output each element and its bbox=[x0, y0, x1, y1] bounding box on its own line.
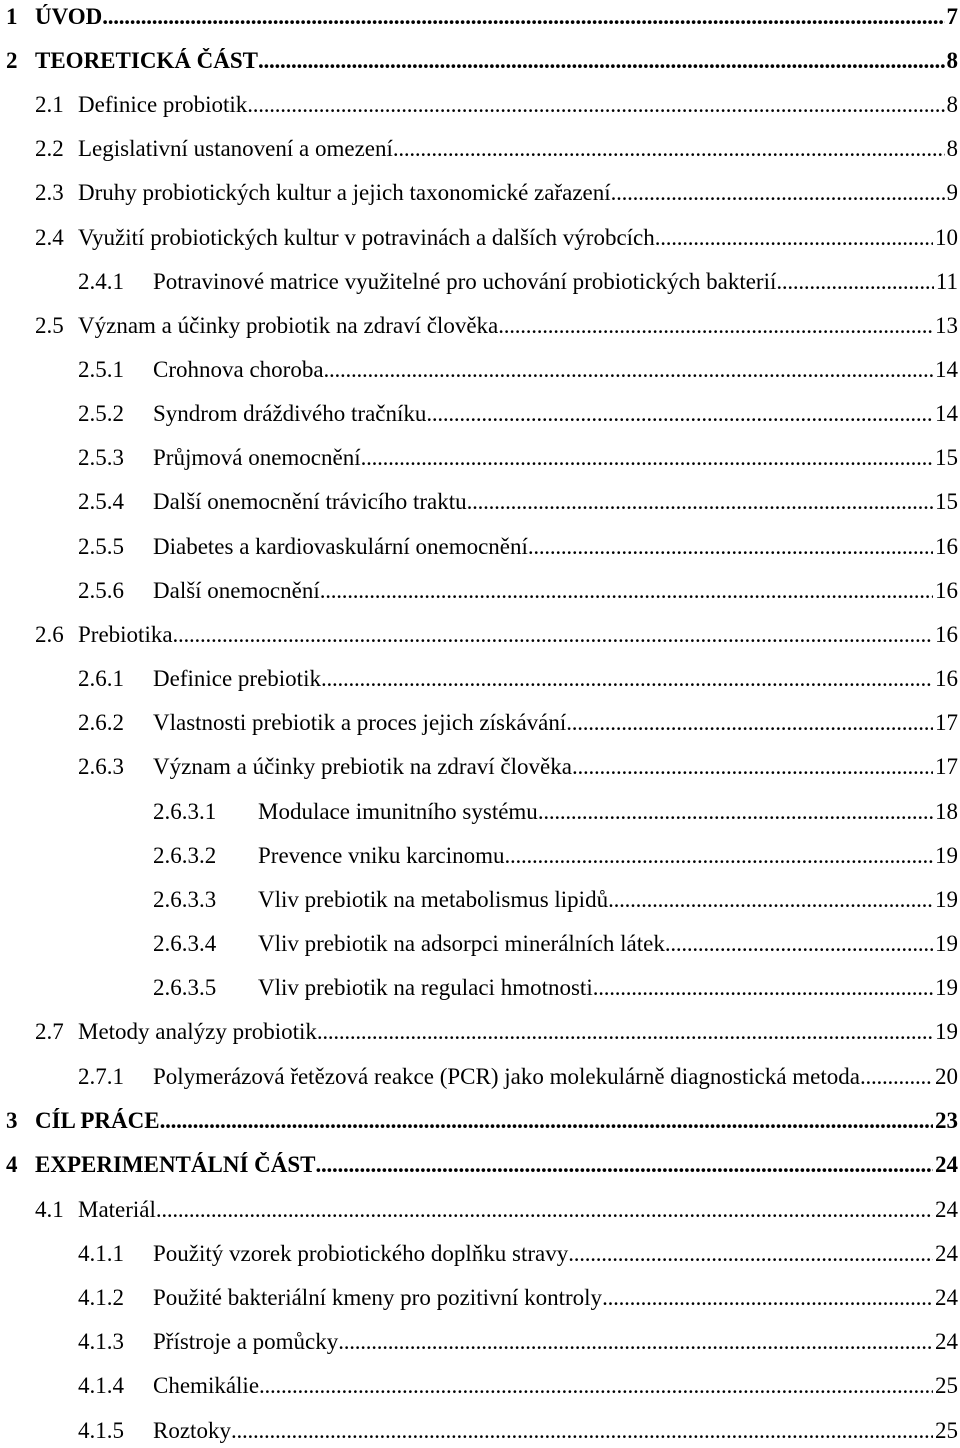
dot-leader bbox=[173, 622, 933, 648]
toc-entry-page-number: 24 bbox=[935, 1241, 958, 1266]
dot-leader bbox=[611, 180, 945, 206]
dot-leader bbox=[338, 1329, 933, 1355]
toc-entry-number: 4.1 bbox=[35, 1197, 64, 1222]
toc-entry[interactable] bbox=[0, 225, 958, 255]
dot-leader bbox=[528, 534, 933, 560]
dot-leader bbox=[566, 710, 933, 736]
dot-leader bbox=[160, 1108, 933, 1134]
toc-entry[interactable] bbox=[0, 578, 958, 608]
toc-entry-number: 2.6.3.4 bbox=[153, 931, 217, 956]
toc-entry-title: Chemikálie bbox=[153, 1373, 260, 1398]
toc-entry-title: Modulace imunitního systému bbox=[258, 799, 538, 824]
toc-entry-title: Použitý vzorek probiotického doplňku stravy bbox=[153, 1241, 569, 1266]
toc-entry-title: Vlastnosti prebiotik a proces jejich získávání bbox=[153, 710, 567, 735]
toc-entry-number: 2.5.5 bbox=[78, 534, 124, 559]
dot-leader bbox=[467, 489, 933, 515]
toc-entry-number: 4.1.2 bbox=[78, 1285, 124, 1310]
toc-entry-number: 2.5.3 bbox=[78, 445, 124, 470]
dot-leader bbox=[320, 578, 933, 604]
toc-entry-title: Definice probiotik bbox=[78, 92, 248, 117]
toc-entry[interactable] bbox=[0, 401, 958, 431]
toc-entry-page-number: 16 bbox=[935, 622, 958, 647]
toc-entry-title: Použité bakteriální kmeny pro pozitivní kontroly bbox=[153, 1285, 603, 1310]
toc-entry-number: 2.6.3.1 bbox=[153, 799, 217, 824]
dot-leader bbox=[317, 1019, 933, 1045]
toc-entry[interactable] bbox=[0, 1285, 958, 1315]
toc-entry[interactable] bbox=[0, 1418, 958, 1448]
dot-leader bbox=[498, 313, 933, 339]
toc-entry-title: Význam a účinky probiotik na zdraví člověka bbox=[78, 313, 499, 338]
toc-entry-page-number: 16 bbox=[935, 534, 958, 559]
toc-entry-title: Přístroje a pomůcky bbox=[153, 1329, 339, 1354]
toc-entry[interactable] bbox=[0, 843, 958, 873]
toc-entry[interactable] bbox=[0, 622, 958, 652]
dot-leader bbox=[102, 4, 944, 30]
toc-entry-title: Roztoky bbox=[153, 1418, 231, 1443]
toc-entry[interactable] bbox=[0, 4, 958, 34]
toc-entry-page-number: 14 bbox=[935, 401, 958, 426]
toc-entry-title: Prebiotika bbox=[78, 622, 173, 647]
toc-entry-number: 2.4 bbox=[35, 225, 64, 250]
toc-entry-number: 2.6.2 bbox=[78, 710, 124, 735]
toc-entry[interactable] bbox=[0, 489, 958, 519]
toc-entry-page-number: 24 bbox=[935, 1329, 958, 1354]
toc-entry-title: Vliv prebiotik na metabolismus lipidů bbox=[258, 887, 609, 912]
toc-entry[interactable] bbox=[0, 48, 958, 78]
toc-entry-number: 2.6.1 bbox=[78, 666, 124, 691]
toc-entry-number: 2.1 bbox=[35, 92, 64, 117]
toc-entry[interactable] bbox=[0, 931, 958, 961]
toc-entry-page-number: 23 bbox=[935, 1108, 958, 1133]
toc-entry[interactable] bbox=[0, 799, 958, 829]
toc-entry-page-number: 25 bbox=[935, 1373, 958, 1398]
toc-entry-number: 2.4.1 bbox=[78, 269, 124, 294]
toc-entry-page-number: 19 bbox=[935, 843, 958, 868]
toc-entry-page-number: 24 bbox=[935, 1197, 958, 1222]
toc-entry-number: 2.7.1 bbox=[78, 1064, 124, 1089]
toc-entry-page-number: 13 bbox=[935, 313, 958, 338]
toc-entry-title: Další onemocnění bbox=[153, 578, 320, 603]
toc-entry[interactable] bbox=[0, 92, 958, 122]
dot-leader bbox=[247, 92, 944, 118]
toc-entry[interactable] bbox=[0, 136, 958, 166]
dot-leader bbox=[602, 1285, 933, 1311]
toc-entry-number: 2.2 bbox=[35, 136, 64, 161]
toc-entry-page-number: 16 bbox=[935, 578, 958, 603]
toc-entry-number: 2.5.4 bbox=[78, 489, 124, 514]
toc-entry-page-number: 19 bbox=[935, 931, 958, 956]
toc-entry[interactable] bbox=[0, 1152, 958, 1182]
toc-entry-number: 2.6.3 bbox=[78, 754, 124, 779]
toc-entry-page-number: 24 bbox=[935, 1285, 958, 1310]
toc-entry-page-number: 15 bbox=[935, 489, 958, 514]
toc-entry-number: 2.6.3.2 bbox=[153, 843, 217, 868]
toc-entry-title: Další onemocnění trávicího traktu bbox=[153, 489, 467, 514]
toc-entry[interactable] bbox=[0, 1019, 958, 1049]
toc-entry-number: 3 bbox=[6, 1108, 18, 1133]
toc-entry-page-number: 17 bbox=[935, 710, 958, 735]
toc-entry-page-number: 8 bbox=[946, 48, 958, 73]
toc-entry-title: Diabetes a kardiovaskulární onemocnění bbox=[153, 534, 528, 559]
toc-entry[interactable] bbox=[0, 1329, 958, 1359]
toc-entry-title: Syndrom dráždivého tračníku bbox=[153, 401, 427, 426]
toc-entry[interactable] bbox=[0, 666, 958, 696]
dot-leader bbox=[321, 666, 933, 692]
toc-entry[interactable] bbox=[0, 357, 958, 387]
toc-entry-title: Metody analýzy probiotik bbox=[78, 1019, 317, 1044]
toc-entry-title: Polymerázová řetězová reakce (PCR) jako molekulárně diagnostická metoda bbox=[153, 1064, 860, 1089]
toc-entry[interactable] bbox=[0, 1064, 958, 1094]
toc-entry-number: 2.5.6 bbox=[78, 578, 124, 603]
dot-leader bbox=[608, 887, 933, 913]
toc-entry[interactable] bbox=[0, 754, 958, 784]
dot-leader bbox=[572, 754, 933, 780]
toc-entry-number: 4.1.3 bbox=[78, 1329, 124, 1354]
toc-entry-number: 2.3 bbox=[35, 180, 64, 205]
dot-leader bbox=[568, 1241, 933, 1267]
toc-entry-title: TEORETICKÁ ČÁST bbox=[35, 48, 259, 73]
toc-entry-title: CÍL PRÁCE bbox=[35, 1108, 160, 1133]
toc-entry-title: Druhy probiotických kultur a jejich taxonomické zařazení bbox=[78, 180, 611, 205]
dot-leader bbox=[156, 1197, 933, 1223]
toc-entry-title: Vliv prebiotik na adsorpci minerálních látek bbox=[258, 931, 665, 956]
toc-entry[interactable] bbox=[0, 1241, 958, 1271]
toc-entry[interactable] bbox=[0, 710, 958, 740]
toc-entry-page-number: 19 bbox=[935, 887, 958, 912]
dot-leader bbox=[505, 843, 933, 869]
dot-leader bbox=[259, 1373, 933, 1399]
toc-entry-page-number: 17 bbox=[935, 754, 958, 779]
toc-entry-page-number: 10 bbox=[935, 225, 958, 250]
toc-entry-title: Potravinové matrice využitelné pro uchování probiotických bakterií bbox=[153, 269, 777, 294]
dot-leader bbox=[593, 975, 933, 1001]
toc-entry-page-number: 19 bbox=[935, 975, 958, 1000]
toc-entry[interactable] bbox=[0, 445, 958, 475]
toc-entry-title: Využití probiotických kultur v potravinách a dalších výrobcích bbox=[78, 225, 655, 250]
dot-leader bbox=[231, 1418, 933, 1444]
toc-entry-page-number: 20 bbox=[935, 1064, 958, 1089]
toc-entry-page-number: 7 bbox=[946, 4, 958, 29]
toc-entry[interactable] bbox=[0, 534, 958, 564]
toc-entry-page-number: 8 bbox=[946, 136, 958, 161]
toc-entry-title: Crohnova choroba bbox=[153, 357, 324, 382]
toc-entry-page-number: 25 bbox=[935, 1418, 958, 1443]
toc-entry-page-number: 19 bbox=[935, 1019, 958, 1044]
toc-entry[interactable] bbox=[0, 1373, 958, 1403]
toc-entry-page-number: 16 bbox=[935, 666, 958, 691]
toc-entry-number: 2.6.3.5 bbox=[153, 975, 217, 1000]
toc-entry-number: 2.6.3.3 bbox=[153, 887, 217, 912]
toc-entry[interactable] bbox=[0, 975, 958, 1005]
toc-entry-page-number: 9 bbox=[946, 180, 958, 205]
dot-leader bbox=[665, 931, 933, 957]
toc-entry[interactable] bbox=[0, 1197, 958, 1227]
toc-entry-number: 2.5.2 bbox=[78, 401, 124, 426]
toc-entry[interactable] bbox=[0, 887, 958, 917]
toc-entry-title: Definice prebiotik bbox=[153, 666, 321, 691]
dot-leader bbox=[258, 48, 944, 74]
toc-entry-number: 4.1.4 bbox=[78, 1373, 124, 1398]
toc-entry-number: 2.7 bbox=[35, 1019, 64, 1044]
toc-entry[interactable] bbox=[0, 269, 958, 299]
toc-entry-number: 2.5.1 bbox=[78, 357, 124, 382]
dot-leader bbox=[426, 401, 933, 427]
toc-entry-number: 2.6 bbox=[35, 622, 64, 647]
toc-entry[interactable] bbox=[0, 313, 958, 343]
toc-entry-number: 4.1.5 bbox=[78, 1418, 124, 1443]
toc-entry-number: 4.1.1 bbox=[78, 1241, 124, 1266]
toc-entry-title: ÚVOD bbox=[35, 4, 103, 29]
dot-leader bbox=[324, 357, 933, 383]
dot-leader bbox=[361, 445, 933, 471]
dot-leader bbox=[776, 269, 933, 295]
dot-leader bbox=[860, 1064, 933, 1090]
toc-entry-title: Materiál bbox=[78, 1197, 156, 1222]
toc-entry-page-number: 11 bbox=[935, 269, 958, 294]
toc-entry-title: Prevence vniku karcinomu bbox=[258, 843, 505, 868]
dot-leader bbox=[655, 225, 933, 251]
dot-leader bbox=[393, 136, 945, 162]
toc-entry-number: 1 bbox=[6, 4, 18, 29]
toc-entry-page-number: 15 bbox=[935, 445, 958, 470]
toc-entry-title: EXPERIMENTÁLNÍ ČÁST bbox=[35, 1152, 316, 1177]
toc-entry-number: 2 bbox=[6, 48, 18, 73]
toc-entry-number: 2.5 bbox=[35, 313, 64, 338]
toc-entry-page-number: 8 bbox=[946, 92, 958, 117]
toc-entry[interactable] bbox=[0, 180, 958, 210]
dot-leader bbox=[316, 1152, 933, 1178]
toc-entry-number: 4 bbox=[6, 1152, 18, 1177]
toc-entry-page-number: 24 bbox=[935, 1152, 958, 1177]
toc-entry-title: Legislativní ustanovení a omezení bbox=[78, 136, 393, 161]
dot-leader bbox=[538, 799, 933, 825]
toc-entry-title: Vliv prebiotik na regulaci hmotnosti bbox=[258, 975, 593, 1000]
toc-entry-page-number: 14 bbox=[935, 357, 958, 382]
toc-entry[interactable] bbox=[0, 1108, 958, 1138]
toc-entry-page-number: 18 bbox=[935, 799, 958, 824]
toc-entry-title: Význam a účinky prebiotik na zdraví člověka bbox=[153, 754, 572, 779]
toc-entry-title: Průjmová onemocnění bbox=[153, 445, 361, 470]
